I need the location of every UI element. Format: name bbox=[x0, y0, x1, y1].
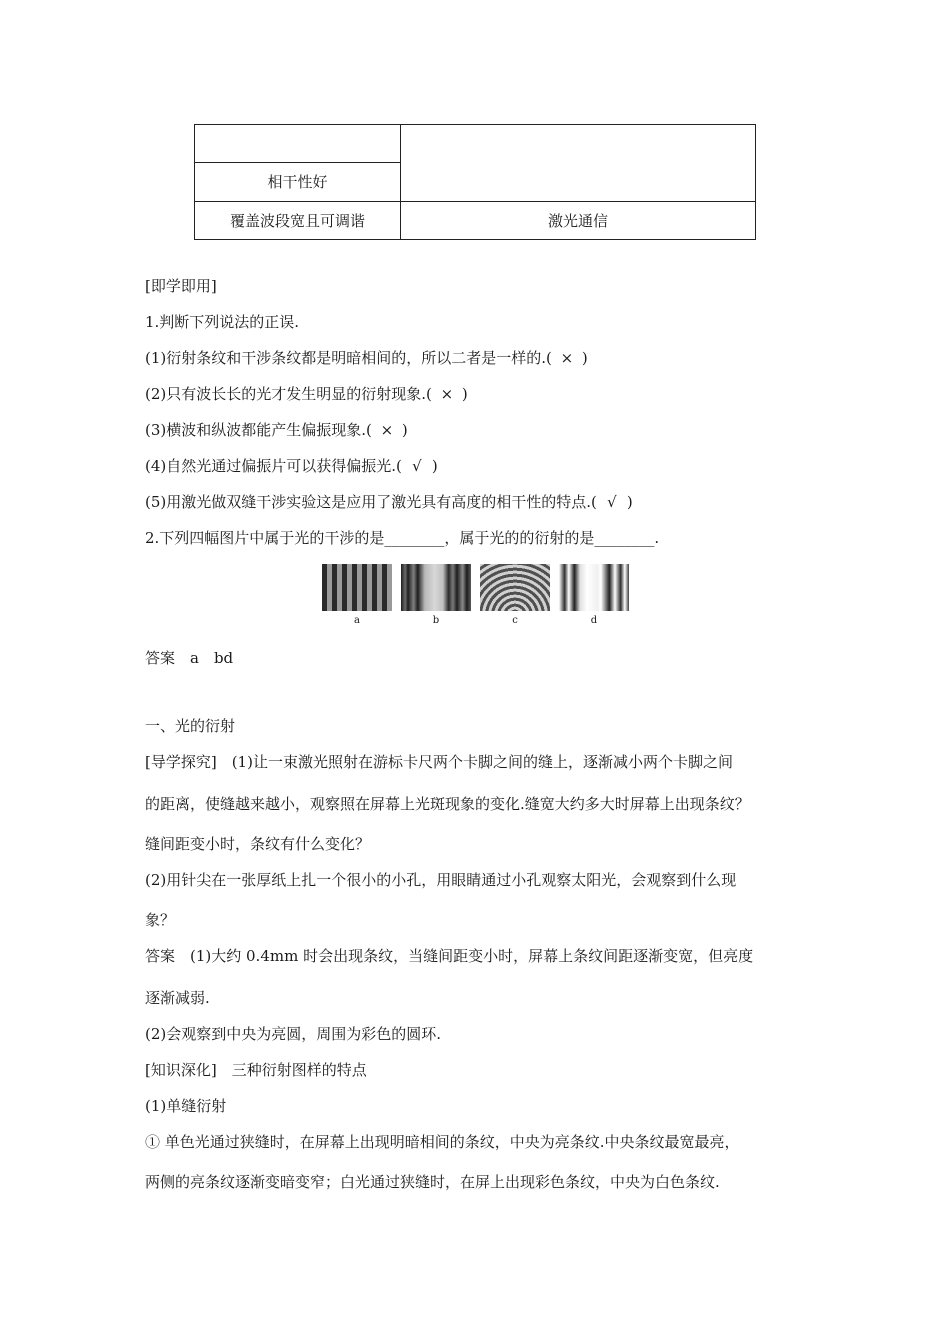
answer-line: (2)会观察到中央为亮圆，周围为彩色的圆环. bbox=[145, 1025, 442, 1043]
paren-close: ) bbox=[431, 457, 438, 475]
practice-heading: [即学即用] bbox=[145, 277, 217, 295]
paren-close: ) bbox=[461, 385, 468, 403]
question-2: 2.下列四幅图片中属于光的干涉的是________，属于光的的衍射的是________. bbox=[145, 529, 660, 547]
paren-close: ) bbox=[626, 493, 633, 511]
judge-item-1 bbox=[145, 348, 588, 368]
table-cell bbox=[195, 125, 401, 163]
answer-q2: 答案 a bd bbox=[145, 649, 234, 667]
cross-mark: × bbox=[380, 421, 394, 439]
single-slit-pattern-image bbox=[401, 564, 471, 611]
judge-item-text: (4)自然光通过偏振片可以获得偏振光.( bbox=[145, 457, 402, 475]
table-cell: 相干性好 bbox=[195, 163, 401, 201]
judge-item-5 bbox=[145, 492, 633, 512]
paren-close: ) bbox=[401, 421, 408, 439]
properties-table bbox=[194, 124, 756, 240]
judge-item-4 bbox=[145, 456, 438, 476]
cross-mark: × bbox=[440, 385, 454, 403]
question-1-title: 1.判断下列说法的正误. bbox=[145, 313, 300, 331]
point-line: 两侧的亮条纹逐渐变暗变窄；白光通过狭缝时，在屏上出现彩色条纹，中央为白色条纹. bbox=[145, 1173, 720, 1191]
judge-item-text: (5)用激光做双缝干涉实验这是应用了激光具有高度的相干性的特点.( bbox=[145, 493, 597, 511]
guide-line: 的距离，使缝越来越小，观察照在屏幕上光斑现象的变化.缝宽大约多大时屏幕上出现条纹？ bbox=[145, 795, 750, 813]
guide-line: 缝间距变小时，条纹有什么变化？ bbox=[145, 835, 371, 853]
answer-line: 答案 (1)大约 0.4mm 时会出现条纹，当缝间距变小时，屏幕上条纹间距逐渐变宽，但亮度 bbox=[145, 947, 754, 965]
table-cell: 覆盖波段宽且可调谐 bbox=[195, 201, 401, 239]
pattern-figures bbox=[322, 564, 632, 626]
table-cell bbox=[401, 125, 756, 202]
guide-line: 象？ bbox=[145, 911, 176, 929]
subheading-single-slit: (1)单缝衍射 bbox=[145, 1097, 227, 1115]
diffraction-pattern-image bbox=[559, 564, 629, 611]
deepen-heading: [知识深化] 三种衍射图样的特点 bbox=[145, 1061, 367, 1079]
figure-label-d: d bbox=[590, 615, 598, 626]
cross-mark: × bbox=[560, 349, 574, 367]
judge-item-2 bbox=[145, 384, 468, 404]
section-title: 一、光的衍射 bbox=[145, 717, 236, 735]
check-mark: √ bbox=[412, 457, 422, 475]
paren-close: ) bbox=[581, 349, 588, 367]
judge-item-text: (2)只有波长长的光才发生明显的衍射现象.( bbox=[145, 385, 432, 403]
circular-pattern-image bbox=[480, 564, 550, 611]
figure-label-a: a bbox=[354, 615, 360, 626]
judge-item-text: (3)横波和纵波都能产生偏振现象.( bbox=[145, 421, 372, 439]
judge-item-text: (1)衍射条纹和干涉条纹都是明暗相间的，所以二者是一样的.( bbox=[145, 349, 552, 367]
figure-label-c: c bbox=[512, 615, 518, 626]
table-cell: 激光通信 bbox=[401, 201, 756, 239]
point-line: ① 单色光通过狭缝时，在屏幕上出现明暗相间的条纹，中央为亮条纹.中央条纹最宽最亮， bbox=[145, 1133, 740, 1151]
guide-line: [导学探究] (1)让一束激光照射在游标卡尺两个卡脚之间的缝上，逐渐减小两个卡脚之间 bbox=[145, 753, 733, 771]
interference-pattern-image bbox=[322, 564, 392, 611]
check-mark: √ bbox=[607, 493, 617, 511]
figure-label-b: b bbox=[432, 615, 440, 626]
guide-line: (2)用针尖在一张厚纸上扎一个很小的小孔，用眼睛通过小孔观察太阳光，会观察到什么现 bbox=[145, 871, 737, 889]
judge-item-3 bbox=[145, 420, 408, 440]
answer-line: 逐渐减弱. bbox=[145, 989, 210, 1007]
